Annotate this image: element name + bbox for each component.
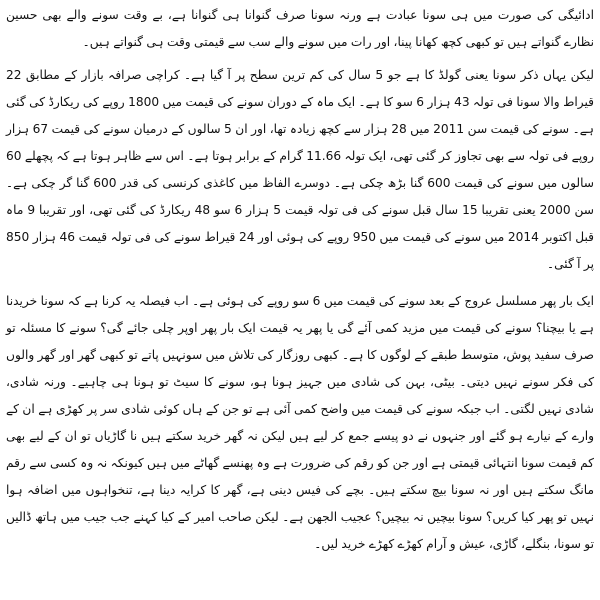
- paragraph-intro: ادائیگی کی صورت میں ہی سونا عبادت ہے ورنہ سونا صرف گنوانا ہی گنوانا ہے، بے وقت سونے والے بھی حسین نظارے گنواتے ہیں تو کبھی کچھ کھانا پینا، اور رات میں سونے والے سب سے قیمتی وقت ہی گنواتے ہیں۔: [6, 8, 594, 49]
- article-body: [6, 2, 594, 568]
- paragraph-gold-price-history: لیکن یہاں ذکر سونا یعنی گولڈ کا ہے جو 5 سال کی کم ترین سطح پر آ گیا ہے۔ کراچی صرافہ بازار کے مطابق 22 قیراط والا سونا فی تولہ 43 ہزار 6 سو کا ہے۔ ایک ماہ کے دوران سونے کی قیمت میں 1800 روپے کی ریکارڈ کی گئی ہے۔ سونے کی قیمت سن 2011 میں 28 ہزار سے کچھ زیادہ تھا، اور ان 5 سالوں کے درمیان سونے کی قیمت 67 ہزار روپے فی تولہ سے بھی تجاوز کر گئی تھی، ایک تولہ 11.66 گرام کے برابر ہوتا ہے۔ اس سے ظاہر ہوتا ہے کہ پچھلے 60 سالوں میں سونے کی قیمت 600 گنا بڑھ چکی ہے۔ دوسرے الفاظ میں کاغذی کرنسی کی قدر 600 گنا گر چکی ہے۔ سن 2000 یعنی تقریبا 15 سال قبل سونے کی فی تولہ قیمت 5 ہزار 6 سو 48 ریکارڈ کی گئی تھی، اور تقریبا 9 ماہ قبل اکتوبر 2014 میں سونے کی قیمت میں 950 روپے کی ہوئی اور 24 قیراط سونے کی فی تولہ قیمت 46 ہزار 850 پر آ گئی۔: [6, 68, 595, 271]
- paragraph-gold-buy-or-sell: ایک بار پھر مسلسل عروج کے بعد سونے کی قیمت میں 6 سو روپے کی ہوئی ہے۔ اب فیصلہ یہ کرنا ہے کہ سونا خریدنا ہے یا بیچنا؟ سونے کی قیمت میں مزید کمی آئے گی یا پھر یہ قیمت ایک بار پھر اوپر چلی جائے گی؟ سونے کا مسئلہ تو صرف سفید پوش، متوسط طبقے کے لوگوں کا ہے۔ کبھی روزگار کی تلاش میں سونہیں پاتے تو کبھی گھر اور گھر والوں کی فکر سونے نہیں دیتی۔ بیٹی، بہن کی شادی میں جہیز ہونا ہو، سونے کا سیٹ تو ہونا ہی چاہیے۔ ورنہ شادی، شادی نہیں لگتی۔ اب جبکہ سونے کی قیمت میں واضح کمی آئی ہے تو جن کے ہاں کوئی شادی سر پر کھڑی ہے ان کے وارے کے نیارے ہو گئے اور جنہوں نے دو پیسے جمع کر لیے ہیں لیکن نہ گھر خرید سکتے ہیں نا گاڑیاں تو ان کے لیے بھی کم قیمت سونا انتہائی قیمتی ہے اور جن کو رقم کی ضرورت ہے وہ پھنسے گھاٹے میں ہیں کیونکہ نہ وہ کسی سے رقم مانگ سکتے ہیں اور نہ سونا بیچ سکتے ہیں۔ بچے کی فیس دینی ہے، گھر کا کرایہ دینا ہے، تنخواہوں میں اضافہ ہوا نہیں تو پھر کیا کریں؟ سونا بیچیں نہ بیچیں؟ عجیب الجھن ہے۔ لیکن صاحب امیر کے کیا کہنے جب جیب میں ہاتھ ڈالیں تو سونا، بنگلے، گاڑی، عیش و آرام کھڑے کھڑے خرید لیں۔: [6, 294, 595, 551]
